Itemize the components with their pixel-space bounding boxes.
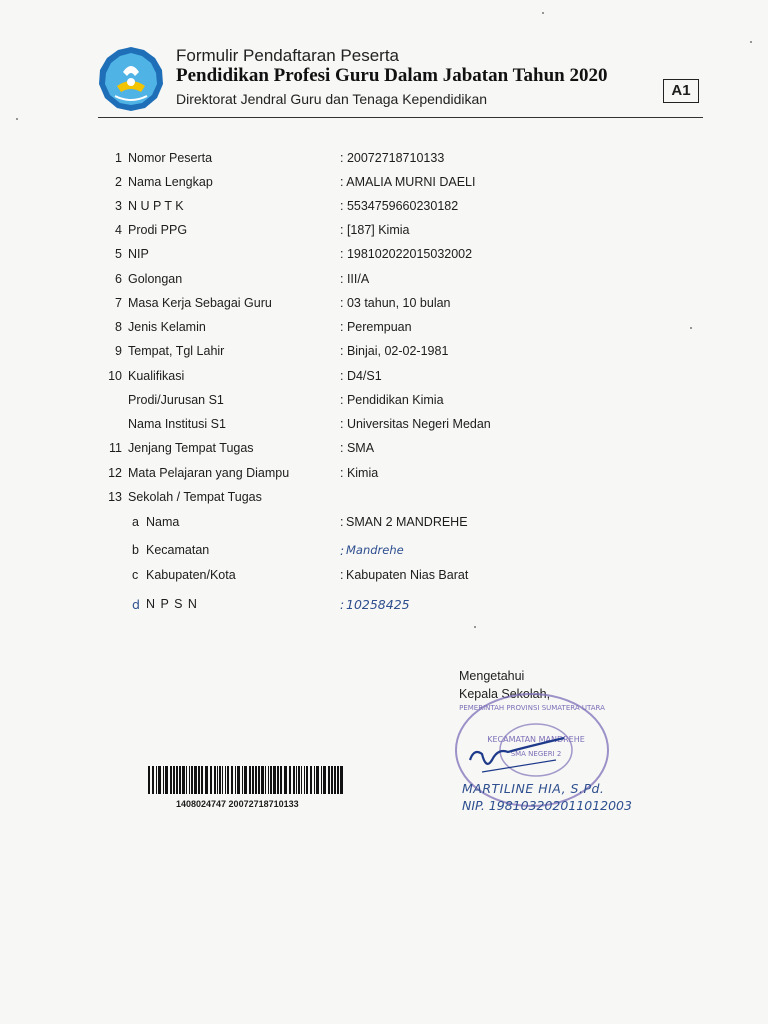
field-number: 4 [115, 223, 122, 237]
scan-speck [690, 327, 692, 329]
field-value: : III/A [340, 272, 370, 286]
field-value: : Universitas Negeri Medan [340, 417, 491, 431]
field-value: : 198102022015032002 [340, 247, 473, 261]
header-divider [98, 117, 703, 118]
barcode-bar [163, 766, 164, 794]
field-value: : Pendidikan Kimia [340, 393, 444, 407]
barcode-bar [217, 766, 218, 794]
stamp-outer-text: PEMERINTAH PROVINSI SUMATERA UTARA [459, 704, 605, 712]
barcode-bar [191, 766, 193, 794]
field-label: Tempat, Tgl Lahir [128, 344, 225, 358]
barcode-bar [261, 766, 264, 794]
barcode-bar [170, 766, 172, 794]
barcode-bar [210, 766, 212, 794]
stamp-inner-text: KECAMATAN MANDREHE [487, 735, 585, 744]
field-number: 6 [115, 272, 122, 286]
school-value-handwritten: 10258425 [346, 597, 410, 612]
barcode-bar [244, 766, 247, 794]
scan-speck [542, 12, 544, 14]
form-code-box: A1 [663, 79, 699, 103]
program-title: Pendidikan Profesi Guru Dalam Jabatan Tahun 2020 [176, 65, 608, 86]
directorate-title: Direktorat Jendral Guru dan Tenaga Kependidikan [176, 91, 488, 107]
approval-heading: Mengetahui [459, 669, 525, 683]
barcode-bar [268, 766, 269, 794]
school-colon: : [340, 543, 345, 558]
scan-speck [750, 41, 752, 43]
school-colon: : [340, 515, 344, 529]
barcode-number: 1408024747 20072718710133 [176, 799, 299, 809]
school-letter: c [132, 568, 139, 582]
barcode-bar [237, 766, 240, 794]
barcode-bar [189, 766, 190, 794]
field-label: Nomor Peserta [128, 151, 213, 165]
field-value: : 03 tahun, 10 bulan [340, 296, 451, 310]
field-value: : Kimia [340, 466, 379, 480]
field-value: : [187] Kimia [340, 223, 410, 237]
barcode-bar [293, 766, 295, 794]
school-colon: : [340, 568, 344, 582]
school-letter: a [132, 515, 139, 529]
stamp-school-text: SMA NEGERI 2 [510, 750, 562, 758]
school-letter: d [132, 597, 140, 612]
barcode-bar [186, 766, 187, 794]
school-value: Kabupaten Nias Barat [346, 568, 469, 582]
field-label: Jenis Kelamin [128, 320, 206, 334]
field-value: : 20072718710133 [340, 151, 445, 165]
school-label: N P S N [146, 597, 198, 611]
barcode-bar [337, 766, 339, 794]
field-label: Golongan [128, 272, 183, 286]
field-number: 12 [108, 466, 122, 480]
field-value: : AMALIA MURNI DAELI [340, 175, 476, 189]
barcode-bar [176, 766, 178, 794]
field-label: Jenjang Tempat Tugas [128, 441, 254, 455]
barcode-bar [296, 766, 297, 794]
barcode-bar [255, 766, 257, 794]
field-number: 11 [109, 441, 122, 455]
barcode-bar [321, 766, 322, 794]
barcode-bar [235, 766, 236, 794]
field-label: N U P T K [128, 199, 184, 213]
barcode-bar [258, 766, 260, 794]
registration-barcode [148, 766, 344, 794]
barcode-bar [310, 766, 312, 794]
field-value: : Perempuan [340, 320, 412, 334]
field-value: : SMA [340, 441, 375, 455]
school-value: SMAN 2 MANDREHE [346, 515, 468, 529]
school-colon: : [340, 597, 345, 612]
barcode-bar [158, 766, 161, 794]
barcode-bar [219, 766, 221, 794]
barcode-bar [201, 766, 203, 794]
field-number: 8 [115, 320, 122, 334]
field-label: Mata Pelajaran yang Diampu [128, 466, 290, 480]
field-value: : D4/S1 [340, 369, 382, 383]
barcode-bar [227, 766, 229, 794]
barcode-bar [231, 766, 233, 794]
barcode-bar [340, 766, 343, 794]
barcode-bar [331, 766, 333, 794]
field-label: Nama Lengkap [128, 175, 213, 189]
principal-nip: NIP. 198103202011012003 [462, 798, 632, 813]
barcode-bar [265, 766, 266, 794]
field-number: 5 [115, 247, 122, 261]
school-label: Nama [146, 515, 180, 529]
barcode-bar [284, 766, 287, 794]
tut-wuri-handayani-logo [97, 46, 165, 112]
barcode-bar [270, 766, 272, 794]
barcode-bar [173, 766, 175, 794]
barcode-bar [205, 766, 208, 794]
barcode-bar [242, 766, 243, 794]
field-number: 2 [115, 175, 122, 189]
barcode-bar [148, 766, 150, 794]
barcode-bar [306, 766, 308, 794]
barcode-bar [182, 766, 185, 794]
barcode-bar [179, 766, 181, 794]
barcode-bar [273, 766, 276, 794]
barcode-bar [225, 766, 226, 794]
barcode-bar [152, 766, 154, 794]
field-label: Masa Kerja Sebagai Guru [128, 296, 272, 310]
barcode-bar [323, 766, 326, 794]
field-label: Kualifikasi [128, 369, 185, 383]
barcode-bar [165, 766, 168, 794]
field-label: Prodi PPG [128, 223, 188, 237]
field-label: Prodi/Jurusan S1 [128, 393, 224, 407]
field-number: 3 [115, 199, 122, 213]
school-label: Kecamatan [146, 543, 210, 557]
barcode-bar [222, 766, 223, 794]
field-label: NIP [128, 247, 149, 261]
field-label: Nama Institusi S1 [128, 417, 226, 431]
field-value: : Binjai, 02-02-1981 [340, 344, 449, 358]
barcode-bar [249, 766, 251, 794]
barcode-bar [304, 766, 305, 794]
barcode-bar [314, 766, 315, 794]
field-label: Sekolah / Tempat Tugas [128, 490, 262, 504]
field-value: : 5534759660230182 [340, 199, 459, 213]
barcode-bar [214, 766, 216, 794]
barcode-bar [280, 766, 282, 794]
field-number: 10 [108, 369, 122, 383]
barcode-bar [298, 766, 300, 794]
scan-speck [16, 118, 18, 120]
school-letter: b [132, 543, 139, 557]
barcode-bar [252, 766, 254, 794]
barcode-bar [156, 766, 157, 794]
scan-speck [474, 626, 476, 628]
field-number: 1 [115, 151, 122, 165]
school-value-handwritten: Mandrehe [346, 543, 404, 557]
barcode-bar [316, 766, 319, 794]
barcode-bar [194, 766, 197, 794]
barcode-bar [289, 766, 291, 794]
field-number: 9 [115, 344, 122, 358]
barcode-bar [277, 766, 279, 794]
form-title: Formulir Pendaftaran Peserta [176, 46, 399, 65]
school-label: Kabupaten/Kota [146, 568, 236, 582]
field-number: 7 [115, 296, 122, 310]
barcode-bar [198, 766, 200, 794]
barcode-bar [334, 766, 336, 794]
approval-role: Kepala Sekolah, [459, 687, 551, 701]
principal-name: MARTILINE HIA, S.Pd. [462, 781, 605, 796]
barcode-bar [301, 766, 302, 794]
barcode-bar [328, 766, 330, 794]
field-number: 13 [108, 490, 122, 504]
